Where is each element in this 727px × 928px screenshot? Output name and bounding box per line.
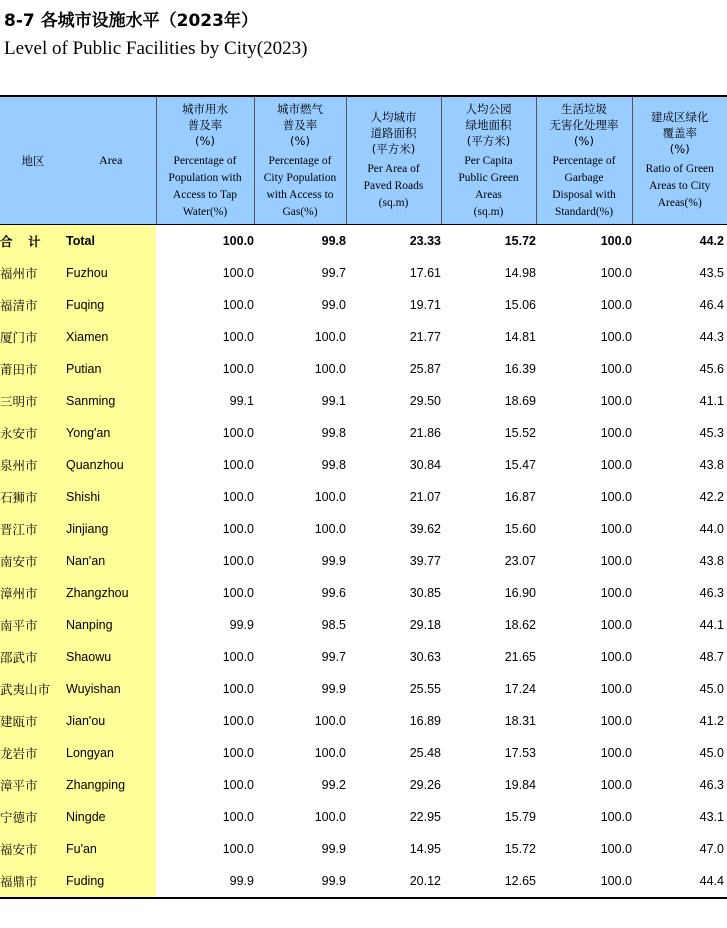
value-cell: 44.2 (699, 234, 724, 248)
value-cell: 16.90 (504, 586, 536, 600)
area-name-en: Jian'ou (66, 705, 156, 737)
column-header-en-line: Percentage of (268, 154, 332, 167)
value-cell: 14.98 (504, 266, 536, 280)
area-name-en: Fuqing (66, 289, 156, 321)
column-header-en-line: Paved Roads (363, 180, 424, 192)
value-cell: 100.0 (600, 586, 632, 600)
value-cell: 21.07 (409, 490, 441, 504)
column-header-en-line: Areas (475, 188, 502, 201)
column-header-en-line: Access to Tap (172, 188, 238, 201)
value-cell: 21.86 (409, 426, 441, 440)
column-header-cn-line: (%) (290, 133, 310, 148)
column-header-cn-line: 人均公园 (465, 101, 512, 116)
area-name-en: Putian (66, 353, 156, 385)
column-header-cn-line: 生活垃圾 (561, 101, 607, 116)
table-row (0, 449, 727, 481)
value-cell: 25.87 (409, 362, 441, 376)
value-cell: 100.0 (600, 746, 632, 760)
value-cell: 100.0 (600, 266, 632, 280)
column-header-en-line: Gas(%) (282, 205, 318, 218)
column-header-en-line: (sq.m) (378, 197, 409, 209)
value-cell: 43.8 (699, 554, 724, 568)
value-cell: 15.72 (504, 234, 536, 248)
area-name-cn: 福州市 (0, 257, 66, 289)
value-cell: 100.0 (600, 618, 632, 632)
value-cell: 100.0 (222, 746, 254, 760)
value-cell: 100.0 (600, 778, 632, 792)
value-cell: 99.9 (229, 618, 254, 632)
area-name-cn: 漳州市 (0, 577, 66, 609)
column-header-cn-line: 建成区绿化 (651, 110, 709, 124)
value-cell: 100.0 (222, 234, 254, 248)
column-header-en-line: with Access to (266, 188, 334, 201)
area-name-cn: 建瓯市 (0, 705, 66, 737)
value-cell: 99.9 (321, 842, 346, 856)
table-row (0, 289, 727, 321)
value-cell: 16.39 (504, 362, 536, 376)
area-name-cn: 福安市 (0, 833, 66, 865)
value-cell: 100.0 (314, 522, 346, 536)
value-cell: 17.53 (504, 746, 536, 760)
value-cell: 100.0 (222, 266, 254, 280)
value-cell: 100.0 (600, 842, 632, 856)
table-row (0, 865, 727, 898)
value-cell: 16.89 (409, 714, 441, 728)
value-cell: 99.0 (321, 298, 346, 312)
value-cell: 100.0 (600, 458, 632, 472)
value-cell: 21.65 (504, 650, 536, 664)
table-row (0, 257, 727, 289)
value-cell: 46.4 (699, 298, 724, 312)
value-cell: 46.3 (699, 778, 724, 792)
area-name-cn: 南平市 (0, 609, 66, 641)
area-name-cn: 福清市 (0, 289, 66, 321)
value-cell: 29.50 (409, 394, 441, 408)
value-cell: 100.0 (600, 682, 632, 696)
value-cell: 17.24 (504, 682, 536, 696)
value-cell: 23.07 (504, 554, 536, 568)
area-name-en: Fuding (66, 865, 156, 898)
area-name-en: Shaowu (66, 641, 156, 673)
column-header-cn-line: 无害化处理率 (549, 117, 619, 132)
value-cell: 20.12 (346, 865, 441, 898)
column-header-cn-line: 城市用水 (182, 101, 228, 116)
value-cell: 15.47 (504, 458, 536, 472)
value-cell: 100.0 (600, 650, 632, 664)
value-cell: 18.69 (504, 394, 536, 408)
column-header-en-line: Percentage of (173, 154, 237, 167)
value-cell: 15.06 (504, 298, 536, 312)
value-cell: 45.3 (699, 426, 724, 440)
value-cell: 41.2 (699, 714, 724, 728)
value-cell: 30.85 (409, 586, 441, 600)
value-cell: 100.0 (600, 234, 632, 248)
column-header-en (633, 161, 727, 212)
value-cell: 99.7 (321, 650, 346, 664)
value-cell: 43.1 (699, 810, 724, 824)
value-cell: 100.0 (314, 714, 346, 728)
value-cell: 44.3 (699, 330, 724, 344)
value-cell: 12.65 (441, 865, 536, 898)
value-cell: 100.0 (222, 522, 254, 536)
column-header-cn-line: (%) (195, 133, 215, 148)
value-cell: 29.26 (409, 778, 441, 792)
value-cell: 100.0 (222, 554, 254, 568)
column-header-2 (254, 96, 346, 225)
area-name-en: Longyan (66, 737, 156, 769)
column-header-en-line: Per Area of (367, 163, 420, 175)
value-cell: 47.0 (699, 842, 724, 856)
area-name-en: Nanping (66, 609, 156, 641)
value-cell: 100.0 (600, 298, 632, 312)
table-row (0, 833, 727, 865)
value-cell: 100.0 (600, 490, 632, 504)
value-cell: 100.0 (314, 362, 346, 376)
area-name-cn: 晋江市 (0, 513, 66, 545)
table-row (0, 577, 727, 609)
column-header-6 (632, 96, 727, 225)
column-header-cn-line: (%) (574, 133, 594, 148)
value-cell: 100.0 (222, 426, 254, 440)
value-cell: 100.0 (222, 362, 254, 376)
column-header-cn-line: (%) (669, 142, 690, 156)
column-header-cn-line: 普及率 (282, 117, 318, 132)
area-name-en: Yong'an (66, 417, 156, 449)
area-name-cn: 厦门市 (0, 321, 66, 353)
column-header-en (537, 153, 632, 221)
value-cell: 99.8 (321, 458, 346, 472)
total-row (0, 225, 727, 258)
column-header-cn-line: (平方米) (371, 142, 416, 156)
value-cell: 99.8 (321, 234, 346, 248)
value-cell: 99.2 (321, 778, 346, 792)
table-row (0, 737, 727, 769)
value-cell: 100.0 (314, 746, 346, 760)
value-cell: 100.0 (222, 330, 254, 344)
value-cell: 100.0 (600, 330, 632, 344)
header-row (0, 96, 727, 225)
value-cell: 99.9 (321, 682, 346, 696)
area-name-cn: 三明市 (0, 385, 66, 417)
value-cell: 14.81 (504, 330, 536, 344)
table-row (0, 673, 727, 705)
area-name-cn: 邵武市 (0, 641, 66, 673)
value-cell: 46.3 (699, 586, 724, 600)
value-cell: 99.9 (321, 554, 346, 568)
column-header-en-line: (sq.m) (473, 205, 504, 218)
area-name-cn: 石狮市 (0, 481, 66, 513)
area-name-cn: 武夷山市 (0, 673, 66, 705)
area-name-en: Nan'an (66, 545, 156, 577)
value-cell: 18.31 (504, 714, 536, 728)
area-name-cn: 南安市 (0, 545, 66, 577)
column-header-cn-line: 绿地面积 (465, 117, 512, 132)
table-title-cn: 8-7 各城市设施水平（2023年） (4, 11, 258, 31)
value-cell: 100.0 (222, 810, 254, 824)
value-cell: 100.0 (600, 810, 632, 824)
value-cell: 19.84 (504, 778, 536, 792)
value-cell: 99.1 (229, 394, 254, 408)
area-name-en: Zhangzhou (66, 577, 156, 609)
column-header-3 (346, 96, 441, 225)
value-cell: 30.84 (409, 458, 441, 472)
column-header-en (157, 153, 254, 221)
value-cell: 100.0 (222, 586, 254, 600)
column-header-cn-line: 覆盖率 (662, 126, 697, 140)
column-header-en-line: Areas to City (649, 180, 711, 192)
area-name-cn: 永安市 (0, 417, 66, 449)
value-cell: 99.6 (321, 586, 346, 600)
column-header-4 (441, 96, 536, 225)
area-name-cn: 泉州市 (0, 449, 66, 481)
area-name-en: Total (66, 225, 156, 258)
value-cell: 43.5 (699, 266, 724, 280)
area-name-cn: 莆田市 (0, 353, 66, 385)
table-row (0, 641, 727, 673)
table-row (0, 481, 727, 513)
value-cell: 48.7 (699, 650, 724, 664)
area-name-en: Xiamen (66, 321, 156, 353)
column-header-cn-line: 普及率 (187, 117, 223, 132)
value-cell: 98.5 (321, 618, 346, 632)
table-row (0, 417, 727, 449)
value-cell: 100.0 (600, 426, 632, 440)
value-cell: 100.0 (222, 714, 254, 728)
value-cell: 100.0 (222, 458, 254, 472)
value-cell: 100.0 (222, 842, 254, 856)
value-cell: 100.0 (536, 865, 632, 898)
value-cell: 100.0 (600, 554, 632, 568)
value-cell: 14.95 (409, 842, 441, 856)
value-cell: 100.0 (222, 682, 254, 696)
value-cell: 100.0 (314, 330, 346, 344)
value-cell: 23.33 (409, 234, 441, 248)
value-cell: 25.55 (409, 682, 441, 696)
table-body (0, 225, 727, 899)
value-cell: 99.8 (321, 426, 346, 440)
column-header-en-line: City Population (263, 171, 337, 184)
area-name-cn: 福鼎市 (0, 865, 66, 898)
value-cell: 100.0 (314, 810, 346, 824)
value-cell: 45.0 (699, 682, 724, 696)
table-row (0, 705, 727, 737)
column-header-cn-line: 人均城市 (370, 110, 417, 124)
value-cell: 100.0 (600, 714, 632, 728)
area-name-en: Fu'an (66, 833, 156, 865)
table-row (0, 609, 727, 641)
column-header-en-line: Areas(%) (657, 197, 702, 209)
table-row (0, 321, 727, 353)
area-name-en: Fuzhou (66, 257, 156, 289)
value-cell: 99.9 (254, 865, 346, 898)
value-cell: 29.18 (409, 618, 441, 632)
table-row (0, 769, 727, 801)
table-row (0, 545, 727, 577)
value-cell: 99.9 (156, 865, 254, 898)
area-cn-header: 地区 (0, 96, 66, 225)
value-cell: 100.0 (222, 650, 254, 664)
value-cell: 100.0 (222, 778, 254, 792)
area-name-en: Ningde (66, 801, 156, 833)
column-header-en-line: Percentage of (552, 154, 616, 167)
value-cell: 44.0 (699, 522, 724, 536)
value-cell: 18.62 (504, 618, 536, 632)
column-header-en-line: Per Capita (464, 154, 513, 167)
area-name-en: Jinjiang (66, 513, 156, 545)
value-cell: 99.1 (321, 394, 346, 408)
value-cell: 17.61 (409, 266, 441, 280)
value-cell: 44.4 (632, 865, 727, 898)
value-cell: 100.0 (600, 394, 632, 408)
facilities-table (0, 95, 727, 899)
area-name-en: Wuyishan (66, 673, 156, 705)
value-cell: 22.95 (409, 810, 441, 824)
area-name-en: Shishi (66, 481, 156, 513)
column-header-1 (156, 96, 254, 225)
column-header-cn-line: (平方米) (466, 133, 511, 148)
value-cell: 21.77 (409, 330, 441, 344)
value-cell: 99.7 (321, 266, 346, 280)
area-name-cn: 合 计 (0, 225, 66, 258)
value-cell: 45.6 (699, 362, 724, 376)
column-header-en-line: Ratio of Green (645, 163, 714, 175)
area-name-en: Zhangping (66, 769, 156, 801)
value-cell: 30.63 (409, 650, 441, 664)
value-cell: 100.0 (222, 490, 254, 504)
value-cell: 16.87 (504, 490, 536, 504)
value-cell: 41.1 (699, 394, 724, 408)
column-header-en-line: Standard(%) (554, 205, 614, 218)
value-cell: 15.60 (504, 522, 536, 536)
table-row (0, 353, 727, 385)
table-title-en: Level of Public Facilities by City(2023) (4, 38, 308, 59)
value-cell: 43.8 (699, 458, 724, 472)
area-name-cn: 龙岩市 (0, 737, 66, 769)
value-cell: 19.71 (409, 298, 441, 312)
area-name-en: Sanming (66, 385, 156, 417)
value-cell: 45.0 (699, 746, 724, 760)
column-header-5 (536, 96, 632, 225)
area-en-header: Area (66, 96, 156, 225)
table-row (0, 513, 727, 545)
value-cell: 15.72 (504, 842, 536, 856)
value-cell: 100.0 (600, 362, 632, 376)
area-name-cn: 漳平市 (0, 769, 66, 801)
column-header-en-line: Garbage (564, 171, 604, 184)
table-row (0, 801, 727, 833)
area-name-en: Quanzhou (66, 449, 156, 481)
column-header-en (255, 153, 346, 221)
column-header-en-line: Disposal with (552, 188, 616, 201)
table-row (0, 385, 727, 417)
column-header-cn-line: 城市燃气 (277, 101, 323, 116)
column-header-en-line: Public Green (458, 171, 519, 184)
column-header-en (442, 153, 536, 221)
column-header-en-line: Water(%) (182, 205, 228, 218)
value-cell: 39.62 (409, 522, 441, 536)
value-cell: 39.77 (409, 554, 441, 568)
area-name-cn: 宁德市 (0, 801, 66, 833)
value-cell: 100.0 (600, 522, 632, 536)
value-cell: 100.0 (314, 490, 346, 504)
value-cell: 44.1 (699, 618, 724, 632)
value-cell: 15.79 (504, 810, 536, 824)
value-cell: 42.2 (699, 490, 724, 504)
column-header-cn-line: 道路面积 (370, 126, 417, 140)
column-header-en-line: Population with (168, 171, 242, 184)
value-cell: 15.52 (504, 426, 536, 440)
column-header-en (347, 161, 441, 212)
value-cell: 100.0 (222, 298, 254, 312)
value-cell: 25.48 (409, 746, 441, 760)
